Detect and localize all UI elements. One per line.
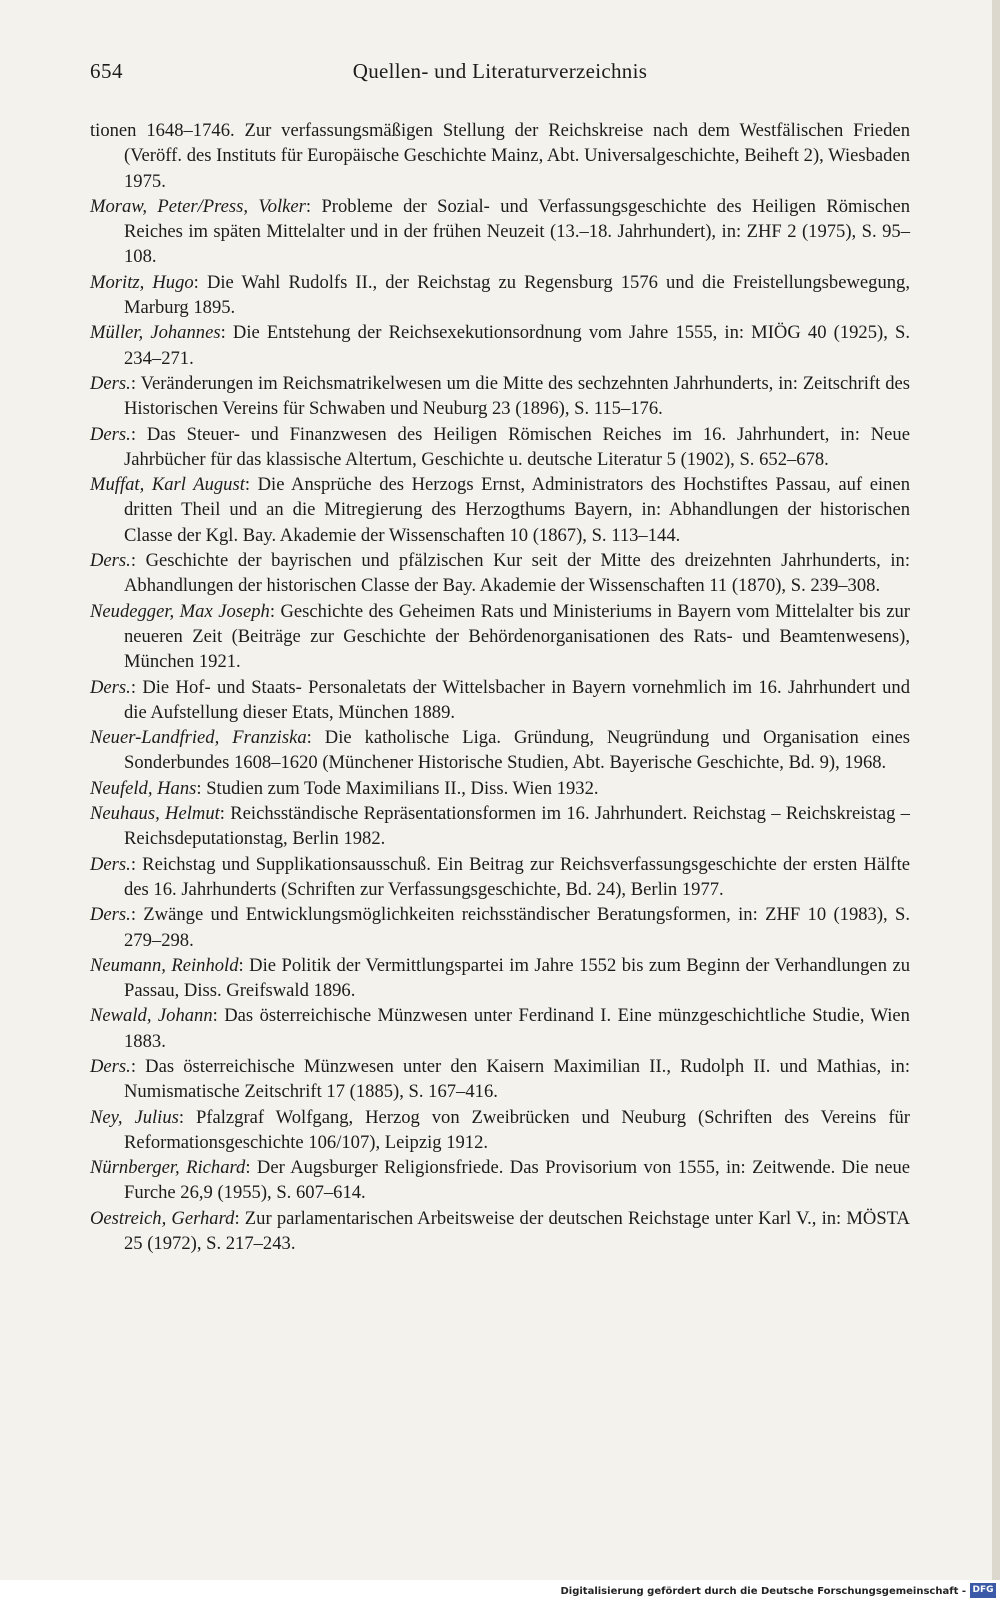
entry-text: : Die Entstehung der Reichsexekutionsordnung vom Jahre 1555, in: MIÖG 40 (1925), S. 234–271. bbox=[124, 322, 910, 369]
bibliography-entry bbox=[90, 801, 910, 852]
entry-text: : Der Augsburger Religionsfriede. Das Provisorium von 1555, in: Zeitwende. Die neue Furche 26,9 (1955), S. 607–614. bbox=[124, 1157, 911, 1204]
entry-author: Oestreich, Gerhard bbox=[90, 1207, 235, 1229]
entry-author: Ders. bbox=[90, 372, 131, 394]
running-title: Quellen- und Literaturverzeichnis bbox=[352, 59, 648, 83]
entry-text: : Reichstag und Supplikationsausschuß. Ein Beitrag zur Reichsverfassungsgeschichte der ersten Hälfte des 16. Jahrhunderts (Schriften zur Verfassungsgeschichte, Bd. 24), Berlin 1977. bbox=[124, 853, 910, 900]
bibliography-entry bbox=[90, 599, 910, 675]
bibliography-entry bbox=[90, 1105, 910, 1156]
entry-author: Ders. bbox=[90, 550, 131, 572]
entry-text: : Die Ansprüche des Herzogs Ernst, Administrators des Hochstiftes Passau, auf einen dritten Theil und an die Mitregierung des Herzogthums Bayern, in: Abhandlungen der historischen Classe der Kgl. Bay. Akademie der Wissenschaften 10 (1867), S. 113–144. bbox=[124, 474, 910, 546]
entry-text: : Pfalzgraf Wolfgang, Herzog von Zweibrücken und Neuburg (Schriften des Vereins für Reformationsgeschichte 106/107), Leipzig 1912. bbox=[124, 1106, 911, 1153]
entry-text: : Das österreichische Münzwesen unter den Kaisern Maximilian II., Rudolph II. und Mathias, in: Numismatische Zeitschrift 17 (1885), S. 167–416. bbox=[124, 1055, 910, 1103]
page-edge bbox=[992, 0, 1000, 1580]
entry-author: Müller, Johannes bbox=[90, 322, 221, 344]
entry-text: : Zwänge und Entwicklungsmöglichkeiten reichsständischer Beratungsformen, in: ZHF 10 (1983), S. 279–298. bbox=[124, 904, 910, 951]
entry-author: Ders. bbox=[90, 1055, 131, 1077]
bibliography-entry bbox=[90, 776, 910, 801]
digitization-credit: Digitalisierung gefördert durch die Deutsche Forschungsgemeinschaft - bbox=[560, 1586, 966, 1597]
bibliography-entry bbox=[90, 1206, 910, 1257]
entry-author: Ders. bbox=[90, 853, 131, 875]
entry-text: : Das österreichische Münzwesen unter Ferdinand I. Eine münzgeschichtliche Studie, Wien 1883. bbox=[124, 1005, 910, 1052]
entry-text: : Studien zum Tode Maximilians II., Diss. Wien 1932. bbox=[196, 777, 599, 799]
entry-author: Ders. bbox=[90, 676, 131, 698]
entry-text: : Die katholische Liga. Gründung, Neugründung und Organisation eines Sonderbundes 1608–1620 (Münchener Historische Studien, Abt. Bayerische Geschichte, Bd. 9), 1968. bbox=[124, 727, 910, 774]
entry-author: Ney, Julius bbox=[90, 1106, 179, 1128]
entry-text: : Zur parlamentarischen Arbeitsweise der deutschen Reichstage unter Karl V., in: MÖSTA 25 (1972), S. 217–243. bbox=[124, 1207, 910, 1255]
entry-author: Nürnberger, Richard bbox=[90, 1157, 246, 1179]
bibliography-entry bbox=[90, 371, 910, 422]
footer-strip bbox=[0, 1580, 1000, 1600]
entry-author: Neudegger, Max Joseph bbox=[90, 600, 270, 622]
bibliography-entry bbox=[90, 725, 910, 776]
bibliography-entry bbox=[90, 1155, 910, 1206]
entry-text: tionen 1648–1746. Zur verfassungsmäßigen Stellung der Reichskreise nach dem Westfälischen Frieden (Veröff. des Instituts für Europäische Geschichte Mainz, Abt. Universalgeschichte, Beiheft 2), Wiesbaden 1975. bbox=[90, 120, 910, 192]
entry-text: : Das Steuer- und Finanzwesen des Heiligen Römischen Reiches im 16. Jahrhundert, in: Neue Jahrbücher für das klassische Altertum, Geschichte u. deutsche Literatur 5 (1902), S. 652–678. bbox=[124, 423, 910, 470]
dfg-logo-icon: DFG bbox=[970, 1583, 996, 1598]
bibliography-entry bbox=[90, 320, 910, 371]
entry-author: Muffat, Karl August bbox=[90, 474, 245, 496]
entry-author: Ders. bbox=[90, 904, 131, 926]
bibliography-entry bbox=[90, 852, 910, 903]
entry-author: Neumann, Reinhold bbox=[90, 954, 239, 976]
entry-author: Moraw, Peter/Press, Volker bbox=[90, 195, 306, 217]
entry-text: : Die Wahl Rudolfs II., der Reichstag zu Regensburg 1576 und die Freistellungsbewegung, Marburg 1895. bbox=[124, 271, 910, 319]
entry-author: Neuhaus, Helmut bbox=[90, 803, 220, 825]
page-number: 654 bbox=[90, 59, 123, 83]
bibliography-list bbox=[90, 118, 910, 1256]
bibliography-entry bbox=[90, 472, 910, 548]
bibliography-entry bbox=[90, 270, 910, 321]
entry-author: Moritz, Hugo bbox=[90, 271, 194, 293]
bibliography-entry bbox=[90, 548, 910, 599]
entry-text: : Veränderungen im Reichsmatrikelwesen um die Mitte des sechzehnten Jahrhunderts, in: Zeitschrift des Historischen Vereins für Schwaben und Neuburg 23 (1896), S. 115–176. bbox=[124, 372, 910, 420]
bibliography-entry bbox=[90, 953, 910, 1004]
entry-author: Ders. bbox=[90, 423, 131, 445]
bibliography-entry bbox=[90, 1003, 910, 1054]
bibliography-entry bbox=[90, 902, 910, 953]
entry-text: : Reichsständische Repräsentationsformen im 16. Jahrhundert. Reichstag – Reichskreistag – Reichsdeputationstag, Berlin 1982. bbox=[124, 803, 910, 850]
entry-text: : Die Hof- und Staats- Personaletats der Wittelsbacher in Bayern vornehmlich im 16. Jahrhundert und die Aufstellung dieser Etats, München 1889. bbox=[124, 676, 910, 723]
bibliography-entry bbox=[90, 1054, 910, 1105]
bibliography-entry bbox=[90, 194, 910, 270]
bibliography-entry bbox=[90, 118, 910, 194]
entry-author: Neuer-Landfried, Franziska bbox=[90, 727, 307, 749]
entry-text: : Geschichte der bayrischen und pfälzischen Kur seit der Mitte des dreizehnten Jahrhunderts, in: Abhandlungen der historischen Classe der Bay. Akademie der Wissenschaften 11 (1870), S. 239–308. bbox=[124, 550, 910, 597]
entry-author: Newald, Johann bbox=[90, 1005, 213, 1027]
entry-text: : Geschichte des Geheimen Rats und Ministeriums in Bayern vom Mittelalter bis zur neueren Zeit (Beiträge zur Geschichte der Behördenorganisationen des Rats- und Beamtenwesens), München 1921. bbox=[124, 600, 910, 673]
entry-text: : Die Politik der Vermittlungspartei im Jahre 1552 bis zum Beginn der Verhandlungen zu Passau, Diss. Greifswald 1896. bbox=[124, 954, 911, 1002]
entry-text: : Probleme der Sozial- und Verfassungsgeschichte des Heiligen Römischen Reiches im späten Mittelalter und in der frühen Neuzeit (13.–18. Jahrhundert), in: ZHF 2 (1975), S. 95–108. bbox=[124, 195, 910, 268]
bibliography-entry bbox=[90, 675, 910, 726]
bibliography-entry bbox=[90, 422, 910, 473]
entry-author: Neufeld, Hans bbox=[90, 777, 197, 799]
